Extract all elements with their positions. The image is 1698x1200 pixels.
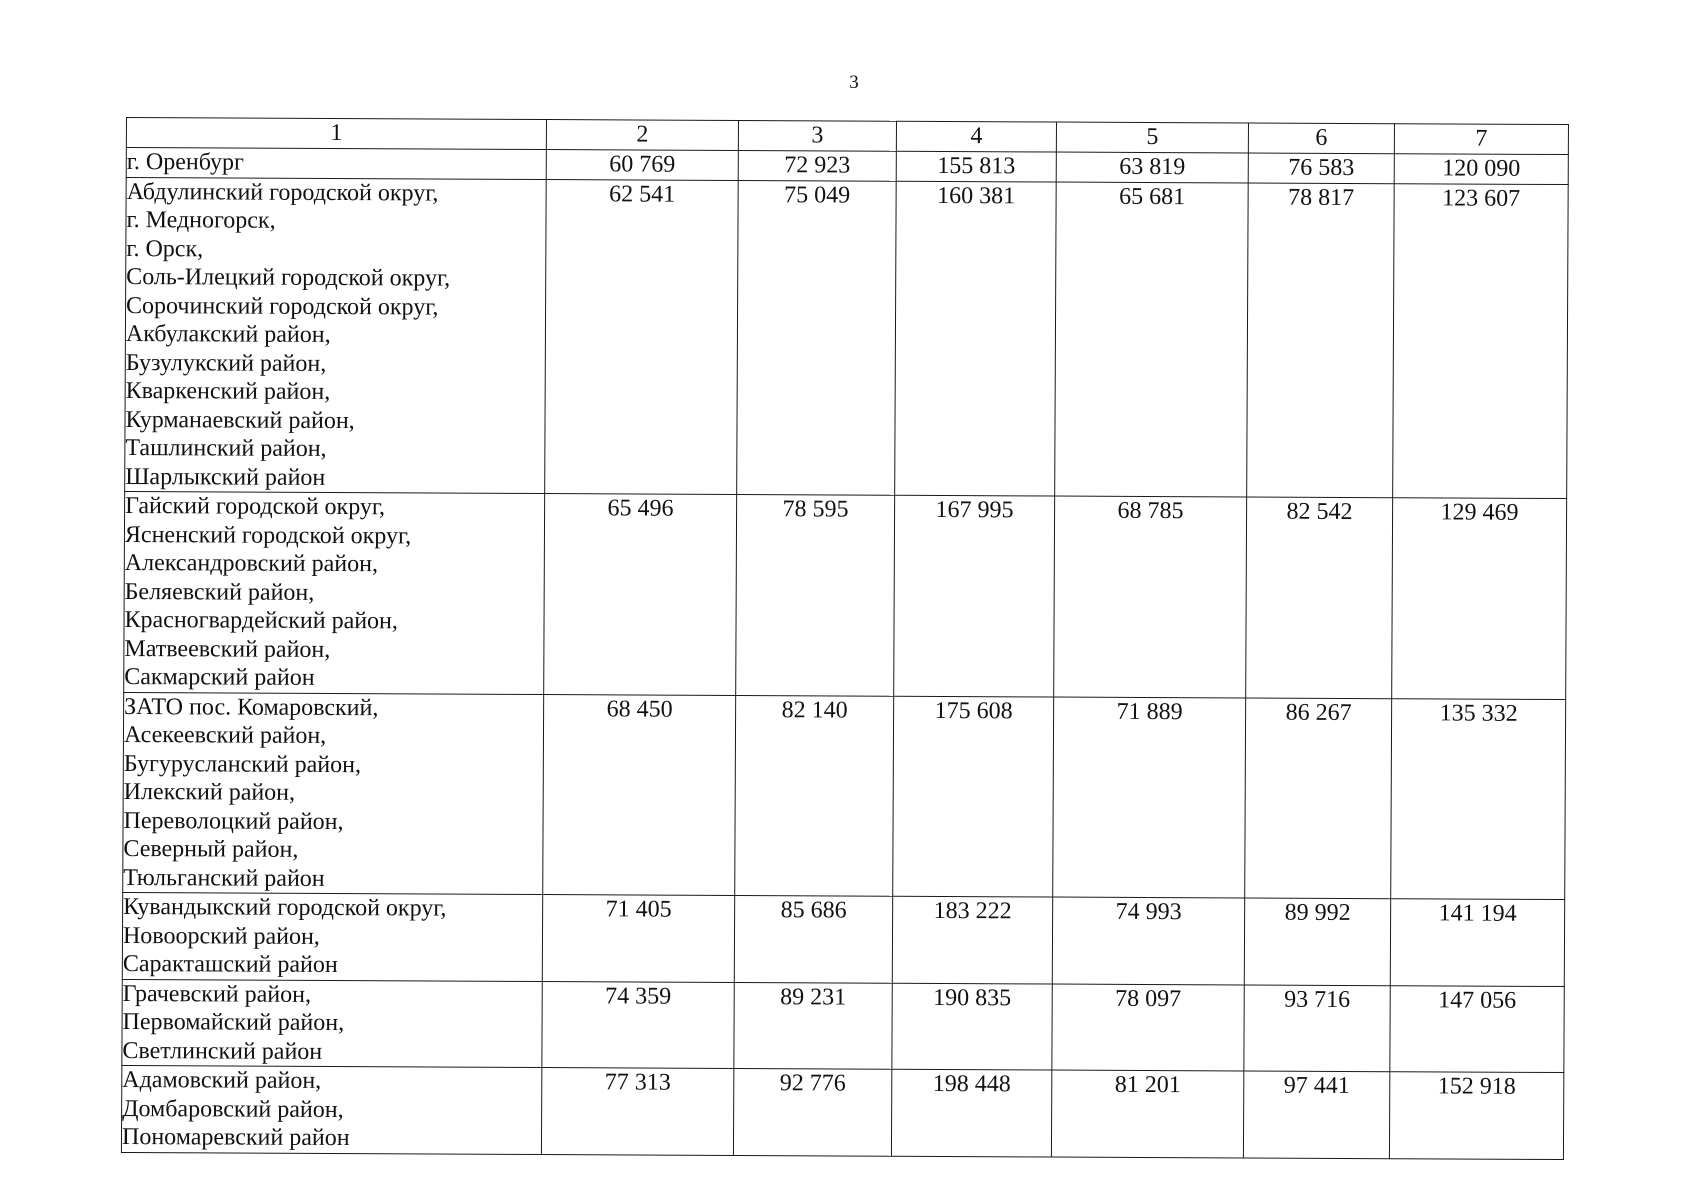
municipality-name: Домбаровский район,	[122, 1095, 344, 1123]
column-header: 7	[1394, 124, 1568, 155]
value-cell: 160 381	[895, 181, 1057, 496]
value-cell: 71 405	[542, 895, 734, 982]
municipality-name: г. Орск,	[126, 235, 204, 262]
value-cell: 167 995	[894, 495, 1055, 696]
value-cell: 65 681	[1055, 182, 1249, 497]
municipality-name: Асекеевский район,	[123, 721, 327, 749]
value-cell: 82 140	[735, 695, 894, 896]
municipality-name: Шарлыкский район	[125, 463, 326, 491]
value-cell: 198 448	[891, 1069, 1051, 1156]
municipality-name: Акбулакский район,	[125, 321, 331, 349]
municipality-name: ЗАТО пос. Комаровский,	[124, 693, 379, 721]
municipality-name: Соль-Илецкий городской округ,	[126, 264, 451, 292]
municipality-name: Бугурусланский район,	[123, 750, 362, 778]
page-number: 3	[849, 72, 859, 93]
municipality-name: Курманаевский район,	[125, 406, 355, 434]
column-header: 5	[1056, 122, 1248, 153]
value-cell: 74 993	[1052, 897, 1244, 984]
value-cell: 68 450	[543, 694, 736, 895]
value-cell: 89 231	[734, 982, 892, 1069]
municipality-cell	[125, 177, 547, 494]
value-cell: 92 776	[733, 1068, 891, 1155]
municipality-name: г. Медногорск,	[126, 207, 276, 234]
value-cell: 78 817	[1247, 182, 1395, 497]
municipality-name: Кваркенский район,	[125, 378, 331, 406]
municipality-name: Светлинский район	[122, 1037, 323, 1065]
value-cell: 68 785	[1054, 496, 1247, 697]
municipality-name: г. Оренбург	[126, 149, 244, 176]
municipality-name: Гайский городской округ,	[125, 493, 386, 521]
value-cell: 190 835	[892, 983, 1052, 1070]
municipality-cell	[121, 1065, 541, 1154]
column-header: 4	[896, 121, 1056, 152]
municipality-name: Беляевский район,	[124, 578, 315, 606]
municipality-name: Сакмарский район	[124, 663, 315, 691]
value-cell: 86 267	[1245, 697, 1392, 898]
value-cell: 97 441	[1243, 1071, 1389, 1158]
value-cell: 93 716	[1244, 984, 1390, 1071]
municipality-name: Первомайский район,	[122, 1008, 345, 1037]
municipality-name: Северный район,	[123, 835, 299, 863]
municipality-name: Тюльганский район	[123, 864, 325, 892]
municipality-name: Абдулинский городской округ,	[126, 178, 439, 207]
municipality-name: Красногвардейский район,	[124, 606, 399, 635]
value-cell: 89 992	[1244, 898, 1390, 985]
column-header: 2	[546, 120, 738, 151]
municipality-name: Бузулукский район,	[125, 349, 327, 377]
value-cell: 62 541	[545, 179, 739, 494]
municipality-cell	[122, 892, 542, 981]
value-cell: 77 313	[541, 1068, 733, 1155]
value-cell: 135 332	[1391, 698, 1566, 899]
municipality-name: Матвеевский район,	[124, 635, 331, 663]
municipality-name: Кувандыкский городской округ,	[123, 893, 447, 922]
municipality-name: Ясненский городской округ,	[124, 521, 412, 549]
value-cell: 129 469	[1392, 498, 1567, 699]
value-cell: 75 049	[737, 180, 897, 495]
value-cell: 82 542	[1246, 497, 1393, 698]
municipality-name: Переволоцкий район,	[123, 807, 344, 835]
value-cell: 71 889	[1053, 697, 1246, 898]
municipality-name: Пономаревский район	[121, 1123, 350, 1152]
value-cell: 72 923	[738, 150, 896, 180]
table-row	[125, 177, 1569, 499]
value-cell: 120 090	[1394, 154, 1568, 184]
municipality-name: Новоорский район,	[122, 922, 320, 950]
municipality-cell	[122, 979, 542, 1068]
table-row	[122, 892, 1564, 986]
table-row	[124, 491, 1567, 699]
value-cell: 85 686	[734, 895, 892, 982]
value-cell: 147 056	[1390, 985, 1564, 1072]
municipality-cell	[124, 491, 545, 694]
municipality-cell	[126, 148, 546, 180]
value-cell: 74 359	[542, 981, 734, 1068]
table-row	[122, 979, 1564, 1073]
value-cell: 60 769	[546, 150, 738, 180]
table-row	[121, 1065, 1563, 1159]
table-row	[123, 692, 1566, 900]
value-cell: 141 194	[1390, 899, 1564, 986]
value-cell: 63 819	[1056, 152, 1248, 182]
column-header: 6	[1248, 123, 1394, 154]
value-cell: 65 496	[544, 494, 737, 695]
column-header: 3	[738, 120, 896, 151]
value-cell: 155 813	[896, 151, 1056, 181]
value-cell: 175 608	[893, 696, 1054, 897]
value-cell: 152 918	[1389, 1072, 1563, 1159]
value-cell: 76 583	[1248, 153, 1394, 183]
value-cell: 123 607	[1393, 183, 1569, 498]
value-cell: 78 097	[1052, 984, 1244, 1071]
value-cell: 183 222	[892, 896, 1052, 983]
tariff-table	[121, 117, 1569, 1160]
column-header: 1	[126, 118, 546, 150]
value-cell: 78 595	[736, 494, 895, 695]
municipality-name: Александровский район,	[124, 549, 379, 578]
municipality-name: Грачевский район,	[122, 980, 312, 1008]
municipality-name: Сорочинский городской округ,	[126, 292, 439, 321]
table-body	[121, 118, 1568, 1160]
municipality-name: Саракташский район	[122, 950, 338, 979]
municipality-name: Адамовский район,	[122, 1066, 322, 1094]
value-cell: 81 201	[1051, 1070, 1243, 1157]
municipality-name: Ташлинский район,	[125, 435, 327, 462]
municipality-cell	[123, 692, 544, 895]
municipality-name: Илекский район,	[123, 778, 296, 806]
